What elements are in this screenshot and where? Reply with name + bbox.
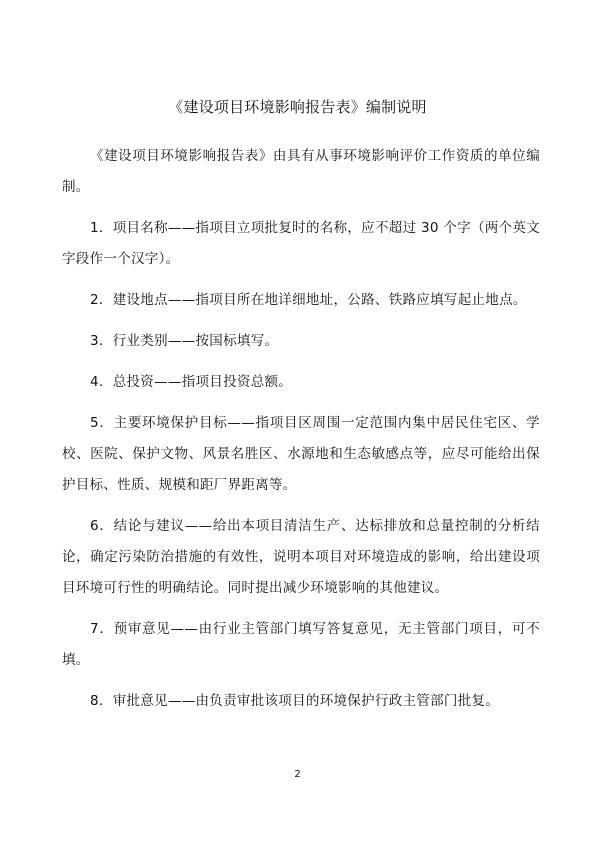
page-title: 《建设项目环境影响报告表》编制说明 <box>168 98 427 116</box>
item-conclusions: 6．结论与建议——给出本项目清洁生产、达标排放和总量控制的分析结论，确定污染防治措施的有效性，说明本项目对环境造成的影响，给出建设项目环境可行性的明确结论。同时提出减少环境影响的其他建议。 <box>62 518 540 596</box>
item-protection-targets: 5．主要环境保护目标——指项目区周围一定范围内集中居民住宅区、学校、医院、保护文物、风景名胜区、水源地和生态敏感点等，应尽可能给出保护目标、性质、规模和距厂界距离等。 <box>62 415 540 493</box>
item-approval-opinion: 8．审批意见——由负责审批该项目的环境保护行政主管部门批复。 <box>90 693 500 709</box>
item-preliminary-review: 7．预审意见——由行业主管部门填写答复意见，无主管部门项目，可不填。 <box>62 621 540 668</box>
item-construction-site: 2．建设地点——指项目所在地详细地址，公路、铁路应填写起止地点。 <box>90 292 527 308</box>
item-industry-category: 3．行业类别——按国标填写。 <box>90 333 279 349</box>
intro-paragraph: 《建设项目环境影响报告表》由具有从事环境影响评价工作资质的单位编制。 <box>62 148 540 195</box>
document-body <box>62 141 540 717</box>
page-number: 2 <box>294 769 301 780</box>
item-total-investment: 4．总投资——指项目投资总额。 <box>90 374 293 390</box>
item-project-name: 1．项目名称——指项目立项批复时的名称，应不超过 30 个字（两个英文字段作一个汉字）。 <box>62 220 540 267</box>
